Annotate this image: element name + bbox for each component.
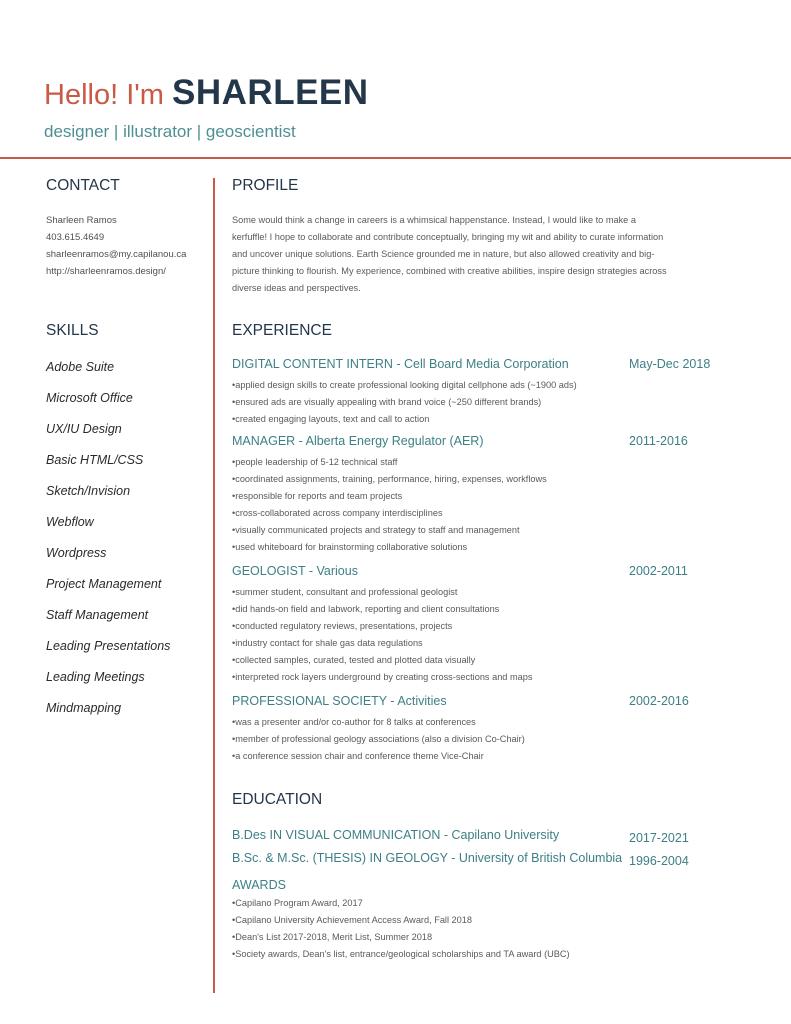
job-bullet: • ensured ads are visually appealing with brand voice (~250 different brands) — [232, 394, 752, 411]
skill-item: Mindmapping — [46, 701, 122, 715]
headline — [44, 70, 369, 118]
award-item: • Society awards, Dean's list, entrance/geological scholarships and TA award (UBC) — [232, 946, 570, 963]
skills-list — [46, 357, 170, 729]
job-entry — [232, 434, 752, 556]
job-bullet: • summer student, consultant and professional geologist — [232, 584, 752, 601]
name: SHARLEEN — [172, 73, 369, 112]
job-bullet: • people leadership of 5-12 technical staff — [232, 454, 752, 471]
job-bullets — [232, 377, 752, 428]
profile-text: Some would think a change in careers is a whimsical happenstance. Instead, I would like to make a kerfuffle! I hope to collaborate and contribute conceptually, bringing my wit and ability to curate information and uncover unique solutions. Earth Science grounded me in nature, but also allowed creativity and big-picture thinking to flourish. My experience, combined with creative abilities, inspire design strategies across diverse ideas and perspectives. — [232, 215, 667, 293]
experience-heading: EXPERIENCE — [232, 322, 332, 339]
job-bullet: • created engaging layouts, text and call to action — [232, 411, 752, 428]
job-bullet: • responsible for reports and team projects — [232, 488, 752, 505]
job-bullets — [232, 584, 752, 686]
resume-header — [44, 70, 369, 142]
job-title: GEOLOGIST - Various — [232, 564, 358, 578]
skill-item: Wordpress — [46, 546, 107, 560]
job-bullet: • visually communicated projects and strategy to staff and management — [232, 522, 752, 539]
job-title: MANAGER - Alberta Energy Regulator (AER) — [232, 434, 484, 448]
job-bullet: • applied design skills to create professional looking digital cellphone ads (~1900 ads) — [232, 377, 752, 394]
job-bullet: • used whiteboard for brainstorming collaborative solutions — [232, 539, 752, 556]
job-bullet: • member of professional geology associations (also a division Co-Chair) — [232, 731, 752, 748]
skill-item: Leading Meetings — [46, 670, 145, 684]
degree-entry — [232, 851, 752, 871]
header-divider — [0, 157, 791, 159]
skill-item: Staff Management — [46, 608, 149, 622]
skill-item: UX/IU Design — [46, 422, 122, 436]
column-divider — [213, 178, 215, 993]
contact-heading: CONTACT — [46, 177, 120, 194]
degree-years: 1996-2004 — [629, 854, 689, 868]
award-item: • Capilano University Achievement Access Award, Fall 2018 — [232, 912, 570, 929]
job-bullet: • interpreted rock layers underground by creating cross-sections and maps — [232, 669, 752, 686]
job-bullet: • conducted regulatory reviews, presentations, projects — [232, 618, 752, 635]
job-date: 2002-2016 — [629, 694, 689, 708]
award-item: • Capilano Program Award, 2017 — [232, 895, 570, 912]
profile-heading: PROFILE — [232, 177, 299, 194]
skill-item: Microsoft Office — [46, 391, 133, 405]
contact-email[interactable]: sharleenramos@my.capilanou.ca — [46, 249, 187, 260]
job-date: 2002-2011 — [629, 564, 688, 578]
job-title: DIGITAL CONTENT INTERN - Cell Board Media Corporation — [232, 357, 569, 371]
job-bullet: • cross-collaborated across company interdisciplines — [232, 505, 752, 522]
degree-name: B.Sc. & M.Sc. (THESIS) IN GEOLOGY - University of British Columbia — [232, 851, 623, 865]
job-title: PROFESSIONAL SOCIETY - Activities — [232, 694, 447, 708]
job-entry — [232, 564, 752, 686]
degree-name: B.Des IN VISUAL COMMUNICATION - Capilano University — [232, 828, 560, 842]
job-bullets — [232, 454, 752, 556]
contact-name: Sharleen Ramos — [46, 215, 117, 226]
job-date: May-Dec 2018 — [629, 357, 711, 371]
job-entry — [232, 694, 752, 765]
job-bullet: • industry contact for shale gas data regulations — [232, 635, 752, 652]
job-bullet: • was a presenter and/or co-author for 8 talks at conferences — [232, 714, 752, 731]
tagline: designer | illustrator | geoscientist — [44, 122, 296, 141]
awards-list — [232, 895, 570, 963]
job-bullet: • did hands-on field and labwork, reporting and client consultations — [232, 601, 752, 618]
greeting: Hello! I'm — [44, 79, 173, 111]
job-bullet: • collected samples, curated, tested and plotted data visually — [232, 652, 752, 669]
job-entry — [232, 357, 752, 428]
contact-phone: 403.615.4649 — [46, 232, 105, 243]
awards-heading: AWARDS — [232, 878, 286, 892]
job-bullet: • a conference session chair and conference theme Vice-Chair — [232, 748, 752, 765]
skill-item: Adobe Suite — [46, 360, 115, 374]
skill-item: Basic HTML/CSS — [46, 453, 144, 467]
skill-item: Project Management — [46, 577, 162, 591]
skill-item: Leading Presentations — [46, 639, 171, 653]
skill-item: Sketch/Invision — [46, 484, 131, 498]
contact-details — [46, 212, 186, 280]
contact-website[interactable]: http://sharleenramos.design/ — [46, 266, 166, 277]
job-bullet: • coordinated assignments, training, performance, hiring, expenses, workflows — [232, 471, 752, 488]
skills-heading: SKILLS — [46, 322, 99, 339]
job-bullets — [232, 714, 752, 765]
degree-years: 2017-2021 — [629, 831, 689, 845]
education-heading: EDUCATION — [232, 791, 323, 808]
award-item: • Dean's List 2017-2018, Merit List, Summer 2018 — [232, 929, 570, 946]
job-date: 2011-2016 — [629, 434, 688, 448]
skill-item: Webflow — [46, 515, 94, 529]
degree-entry — [232, 828, 752, 848]
